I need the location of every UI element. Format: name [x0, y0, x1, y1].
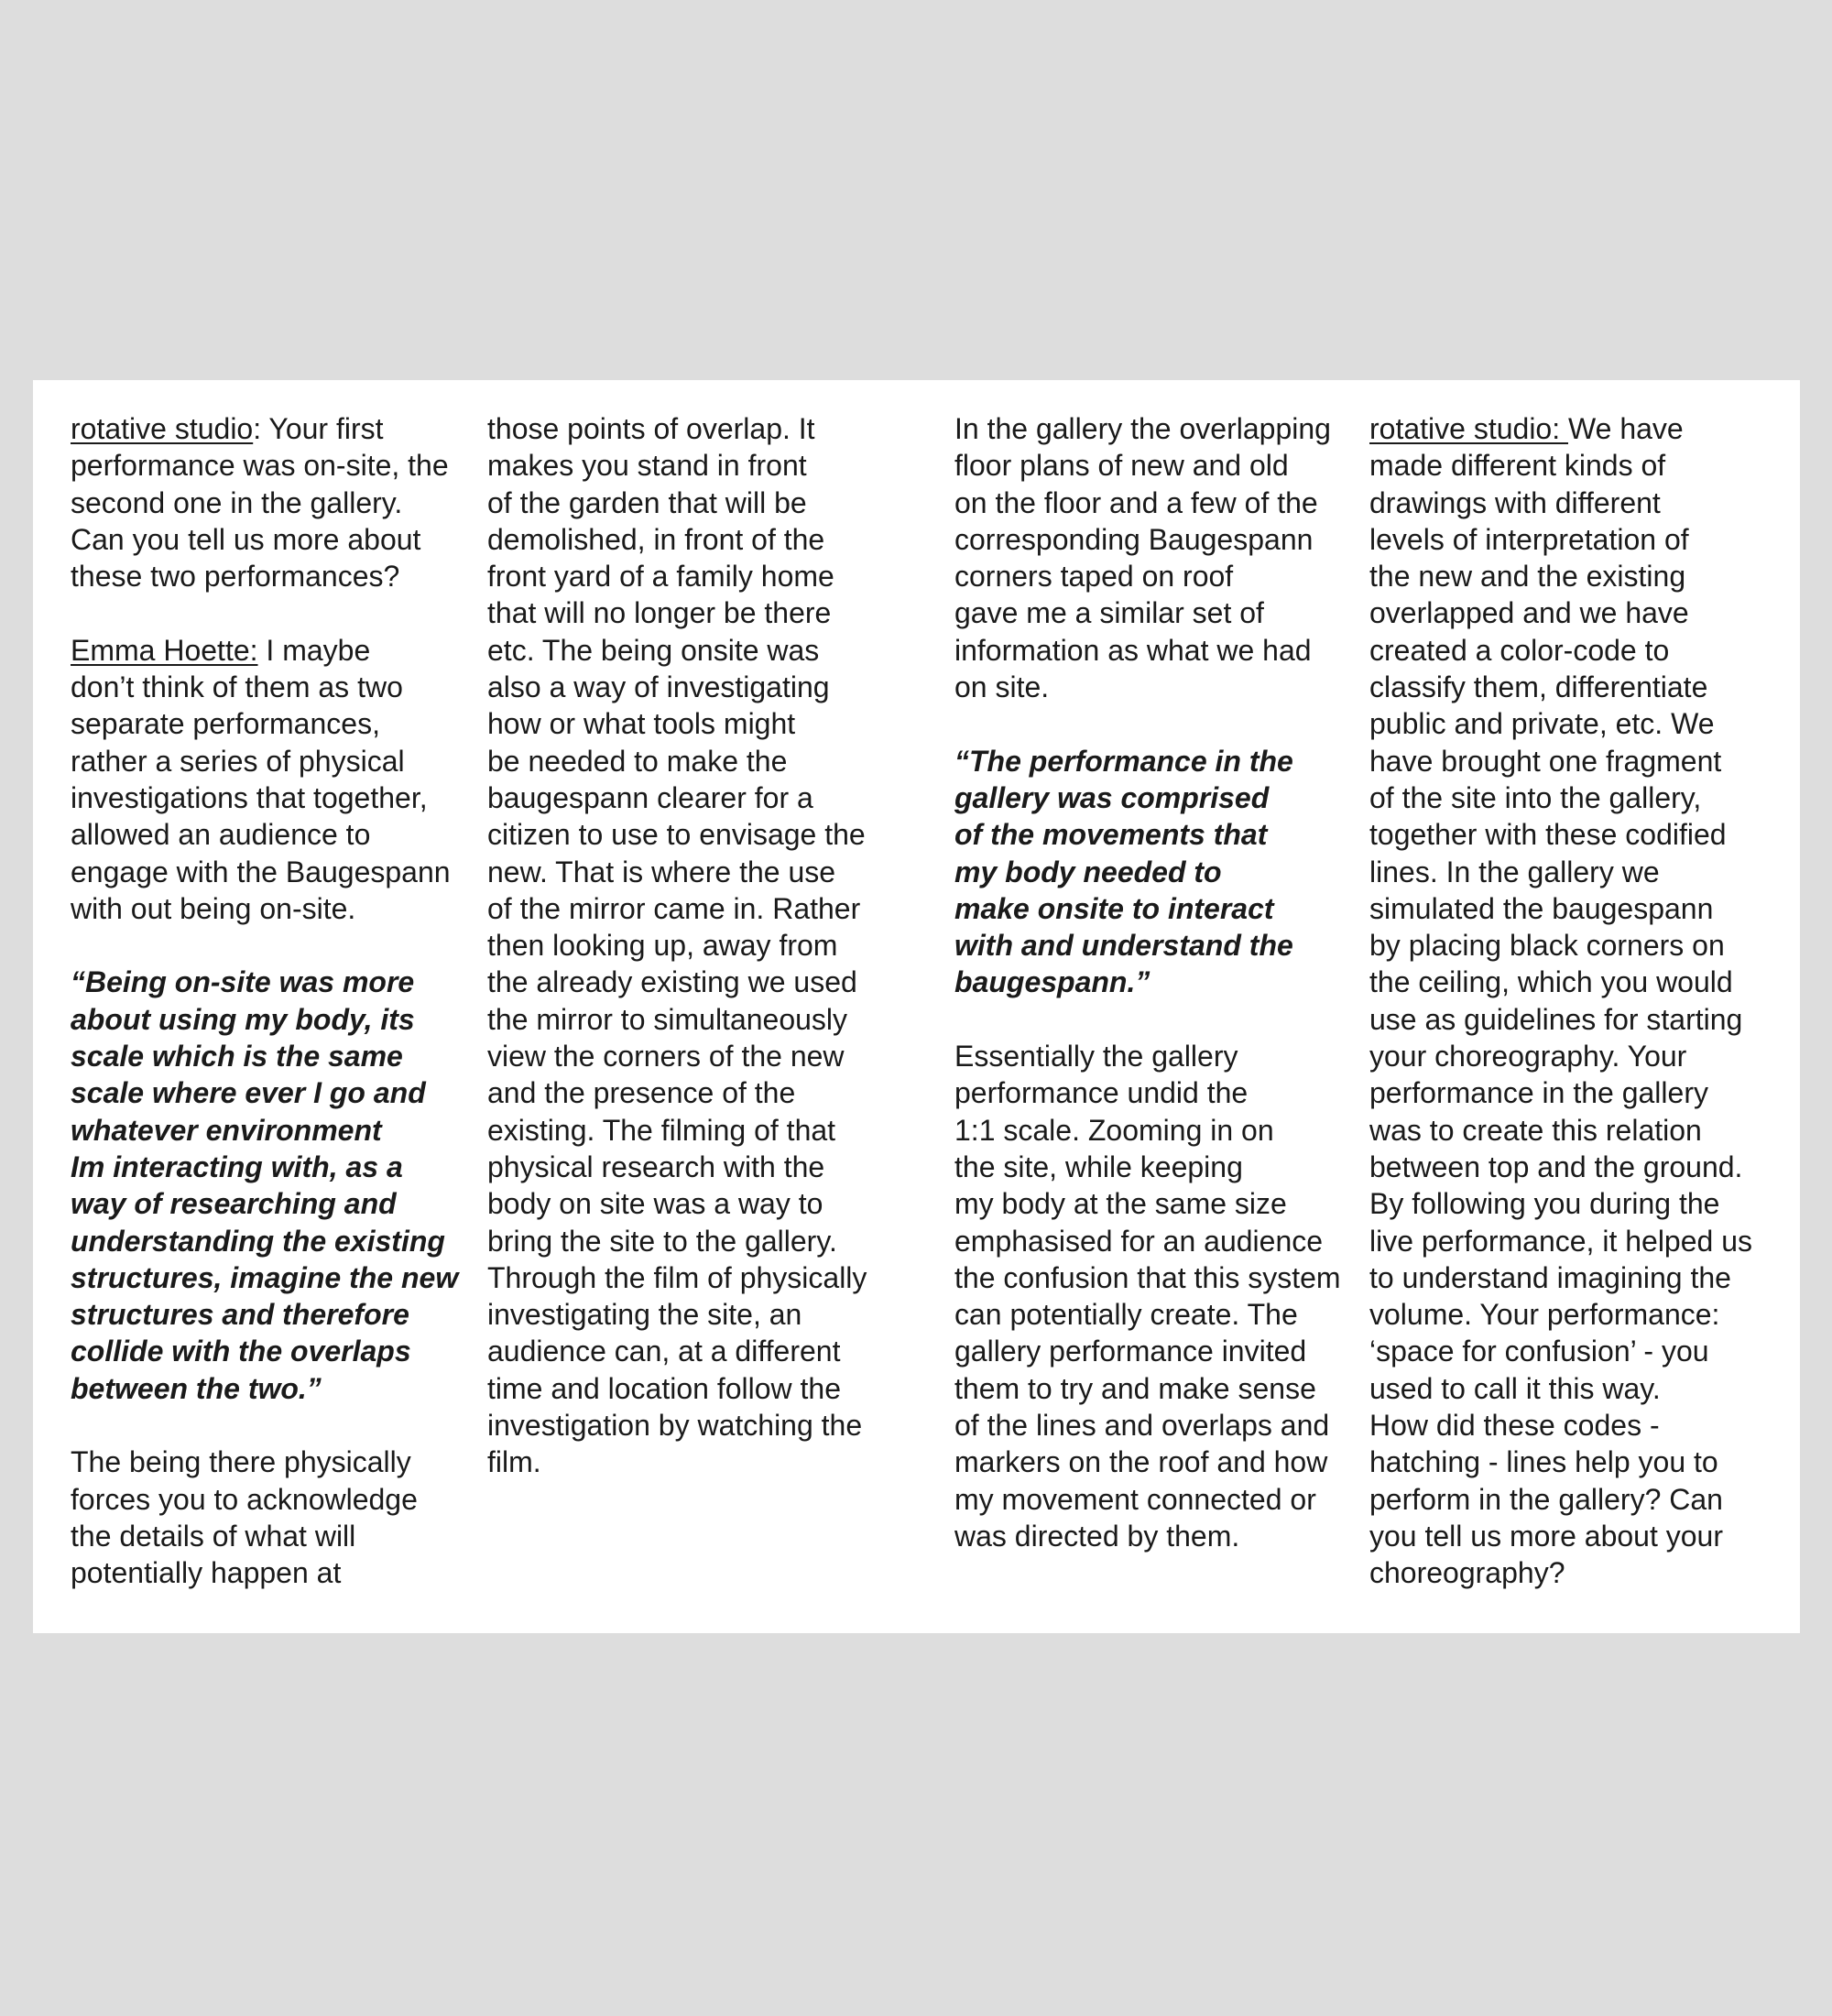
paragraph-gap	[71, 927, 464, 964]
text-line: overlapped and we have	[1369, 596, 1689, 630]
quote-line: baugespann.”	[954, 965, 1150, 999]
text-line: lines. In the gallery we	[1369, 855, 1660, 888]
quote-line: make onsite to interact	[954, 891, 1274, 925]
text-line: audience can, at a different	[487, 1335, 841, 1368]
text-line: In the gallery the overlapping	[954, 412, 1331, 445]
quote-line: understanding the existing	[71, 1224, 445, 1258]
text-line: of the site into the gallery,	[1369, 780, 1702, 814]
paragraph-gap	[954, 1001, 1367, 1038]
text-line: don’t think of them as two	[71, 670, 403, 704]
text-line: rotative studio: We have	[1369, 412, 1684, 445]
text-line: classify them, differentiate	[1369, 670, 1708, 704]
speaker-label: rotative studio:	[1369, 412, 1568, 445]
text-line: on the floor and a few of the	[954, 485, 1318, 519]
quote-line: of the movements that	[954, 818, 1268, 852]
text-line: performance in the gallery	[1369, 1076, 1708, 1110]
text-line: makes you stand in front	[487, 449, 807, 483]
text-line: investigations that together,	[71, 780, 428, 814]
text-line: engage with the Baugespann	[71, 855, 451, 888]
text-line: second one in the gallery.	[71, 485, 403, 519]
text-line: choreography?	[1369, 1556, 1565, 1590]
text-line: between top and the ground.	[1369, 1150, 1743, 1183]
text-line: have brought one fragment	[1369, 744, 1722, 778]
text-line: your choreography. Your	[1369, 1040, 1687, 1073]
text-line: that will no longer be there	[487, 596, 832, 630]
paragraph-gap	[71, 1407, 464, 1444]
text-line: gave me a similar set of	[954, 596, 1264, 630]
text-line: front yard of a family home	[487, 560, 834, 594]
text-line: live performance, it helped us	[1369, 1224, 1752, 1258]
text-line: on site.	[954, 670, 1050, 704]
text-line: of the lines and overlaps and	[954, 1409, 1330, 1443]
text-line: with out being on-site.	[71, 891, 356, 925]
text-line: investigation by watching the	[487, 1409, 863, 1443]
paragraph-gap	[71, 594, 464, 631]
text-line: the ceiling, which you would	[1369, 965, 1733, 999]
quote-line: way of researching and	[71, 1187, 397, 1221]
text-line: The being there physically	[71, 1445, 411, 1479]
text-line: time and location follow the	[487, 1371, 841, 1405]
quote-line: Im interacting with, as a	[71, 1150, 403, 1183]
text-line: then looking up, away from	[487, 929, 838, 963]
text-line: corresponding Baugespann	[954, 522, 1314, 556]
text-line: gallery performance invited	[954, 1335, 1307, 1368]
text-line: physical research with the	[487, 1150, 825, 1183]
text-line: baugespann clearer for a	[487, 780, 813, 814]
text-line: demolished, in front of the	[487, 522, 825, 556]
text-line: corners taped on roof	[954, 560, 1234, 594]
text-line: the details of what will	[71, 1519, 356, 1553]
text-line: these two performances?	[71, 560, 400, 594]
text-line: view the corners of the new	[487, 1040, 845, 1073]
text-line: information as what we had	[954, 633, 1312, 667]
quote-line: between the two.”	[71, 1371, 322, 1405]
text-line: also a way of investigating	[487, 670, 830, 704]
text-line: performance undid the	[954, 1076, 1249, 1110]
text-line: can potentially create. The	[954, 1298, 1298, 1332]
text-line: was directed by them.	[954, 1519, 1240, 1553]
quote-line: my body needed to	[954, 855, 1222, 888]
text-line: allowed an audience to	[71, 818, 371, 852]
text-line: rather a series of physical	[71, 744, 405, 778]
text-line: hatching - lines help you to	[1369, 1445, 1718, 1479]
answer-paragraph-continued	[71, 1444, 464, 1591]
text-line: performance was on-site, the	[71, 449, 449, 483]
text-line: ‘space for confusion’ - you	[1369, 1335, 1709, 1368]
quote-line: structures and therefore	[71, 1298, 409, 1332]
text-line: you tell us more about your	[1369, 1519, 1723, 1553]
text-line: Through the film of physically	[487, 1260, 867, 1294]
quote-line: “Being on-site was more	[71, 965, 415, 999]
quote-line: gallery was comprised	[954, 780, 1270, 814]
quote-line: whatever environment	[71, 1113, 382, 1147]
answer-paragraph	[954, 1038, 1367, 1554]
text-line: separate performances,	[71, 707, 380, 741]
paragraph-gap	[954, 705, 1367, 742]
column-2	[487, 410, 909, 1481]
quote-line: “The performance in the	[954, 744, 1293, 778]
text-line: by placing black corners on	[1369, 929, 1725, 963]
text-line: existing. The filming of that	[487, 1113, 836, 1147]
answer-paragraph	[487, 410, 909, 1481]
text-line: By following you during the	[1369, 1187, 1720, 1221]
text-line: use as guidelines for starting	[1369, 1002, 1743, 1036]
text-line: and the presence of the	[487, 1076, 796, 1110]
text-line: markers on the roof and how	[954, 1445, 1328, 1479]
text-line: forces you to acknowledge	[71, 1482, 418, 1516]
text-line: of the mirror came in. Rather	[487, 891, 861, 925]
text-line: investigating the site, an	[487, 1298, 802, 1332]
text-line: be needed to make the	[487, 744, 788, 778]
text-line: was to create this relation	[1369, 1113, 1702, 1147]
text-line: Emma Hoette: I maybe	[71, 633, 371, 667]
text-line: citizen to use to envisage the	[487, 818, 866, 852]
text-line: Essentially the gallery	[954, 1040, 1238, 1073]
text-line: the new and the existing	[1369, 560, 1686, 594]
text-line: new. That is where the use	[487, 855, 836, 888]
question-paragraph	[1369, 410, 1786, 1592]
text-line: perform in the gallery? Can	[1369, 1482, 1723, 1516]
answer-paragraph	[954, 410, 1367, 705]
quote-line: collide with the overlaps	[71, 1335, 411, 1368]
text-line: volume. Your performance:	[1369, 1298, 1720, 1332]
column-3	[954, 410, 1367, 1554]
text-line: body on site was a way to	[487, 1187, 823, 1221]
document-page	[33, 380, 1800, 1633]
quote-line: scale which is the same	[71, 1040, 403, 1073]
text-line: simulated the baugespann	[1369, 891, 1714, 925]
text-line: the mirror to simultaneously	[487, 1002, 848, 1036]
text-line: floor plans of new and old	[954, 449, 1289, 483]
speaker-label: rotative studio	[71, 412, 254, 445]
text-line: How did these codes -	[1369, 1409, 1660, 1443]
text-line: used to call it this way.	[1369, 1371, 1661, 1405]
text-line: the confusion that this system	[954, 1260, 1341, 1294]
text-line: created a color-code to	[1369, 633, 1670, 667]
text-line: potentially happen at	[71, 1556, 342, 1590]
text-line: etc. The being onsite was	[487, 633, 820, 667]
text-line: of the garden that will be	[487, 485, 807, 519]
text-line: those points of overlap. It	[487, 412, 815, 445]
text-line: the already existing we used	[487, 965, 857, 999]
pull-quote	[71, 964, 464, 1407]
text-line: film.	[487, 1445, 541, 1479]
text-line: how or what tools might	[487, 707, 796, 741]
quote-line: structures, imagine the new	[71, 1260, 459, 1294]
text-line: emphasised for an audience	[954, 1224, 1324, 1258]
quote-line: about using my body, its	[71, 1002, 415, 1036]
text-line: the site, while keeping	[954, 1150, 1243, 1183]
column-4	[1369, 410, 1786, 1592]
text-line: 1:1 scale. Zooming in on	[954, 1113, 1274, 1147]
speaker-label: Emma Hoette:	[71, 633, 258, 667]
text-line: made different kinds of	[1369, 449, 1666, 483]
text-line: levels of interpretation of	[1369, 522, 1689, 556]
text-line: bring the site to the gallery.	[487, 1224, 837, 1258]
text-line: Can you tell us more about	[71, 522, 421, 556]
text-line: them to try and make sense	[954, 1371, 1316, 1405]
text-line: public and private, etc. We	[1369, 707, 1715, 741]
text-line: rotative studio: Your first	[71, 412, 384, 445]
text-line: drawings with different	[1369, 485, 1661, 519]
text-line: together with these codified	[1369, 818, 1727, 852]
pull-quote	[954, 743, 1367, 1001]
quote-line: with and understand the	[954, 929, 1293, 963]
text-line: to understand imagining the	[1369, 1260, 1731, 1294]
text-line: my movement connected or	[954, 1482, 1316, 1516]
quote-line: scale where ever I go and	[71, 1076, 426, 1110]
text-line: my body at the same size	[954, 1187, 1287, 1221]
answer-paragraph	[71, 632, 464, 927]
column-1	[71, 410, 464, 1592]
question-paragraph	[71, 410, 464, 594]
